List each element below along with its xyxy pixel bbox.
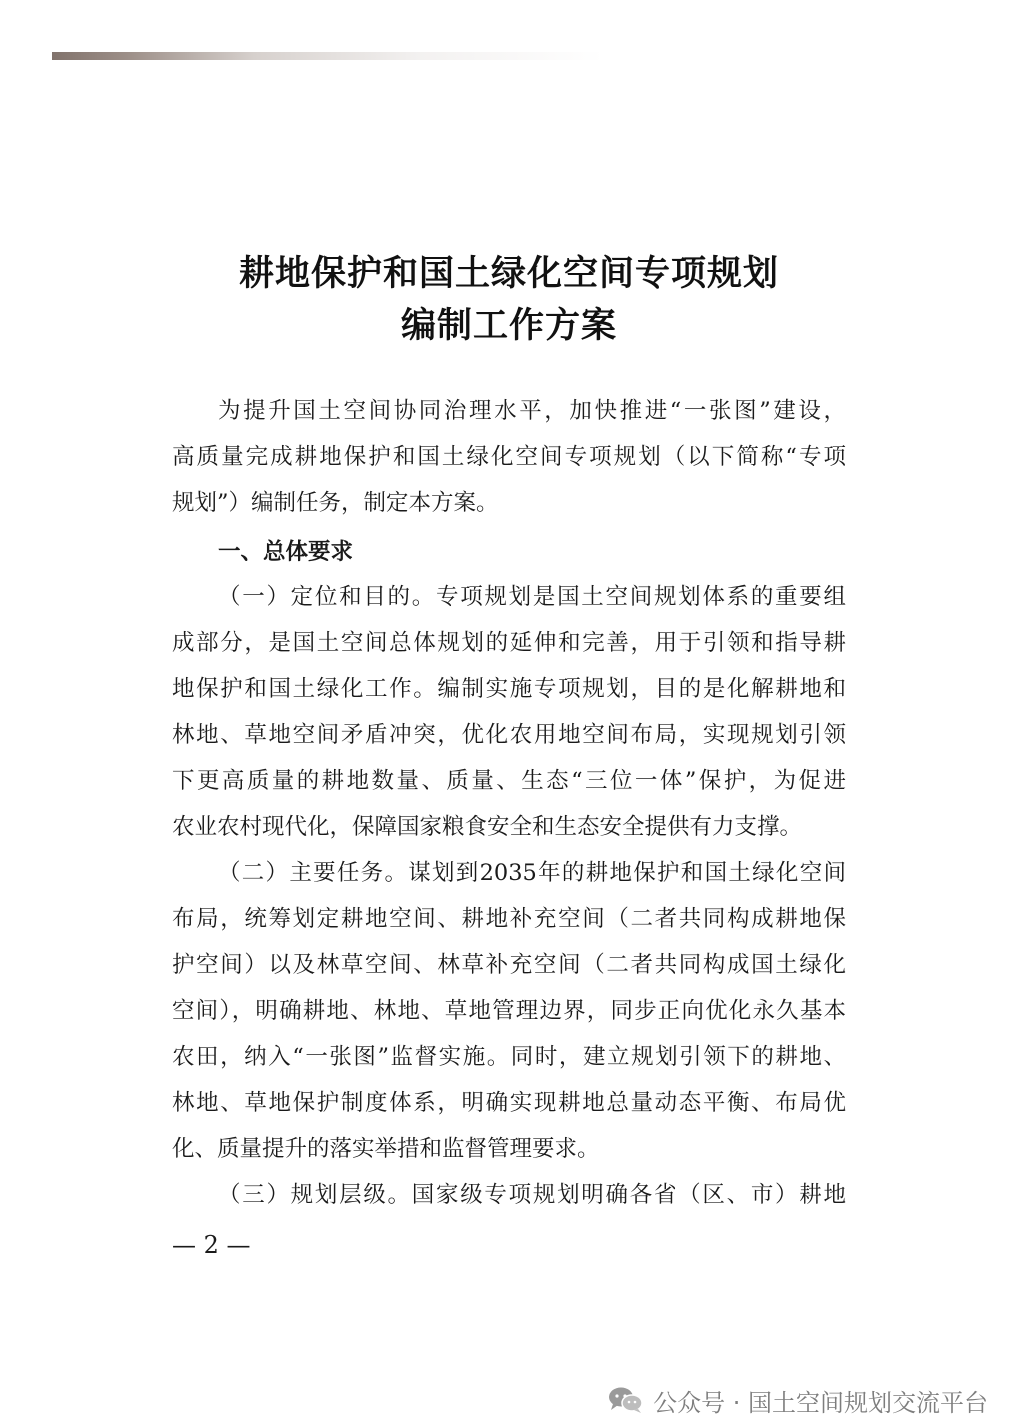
paragraph-1-line-1: （一）定位和目的。专项规划是国土空间规划体系的重要组 <box>218 584 846 610</box>
paragraph-1-line-5: 下更高质量的耕地数量、质量、生态“三位一体”保护，为促进 <box>172 768 846 794</box>
scan-edge-shadow <box>52 52 972 60</box>
paragraph-2-line-4: 空间），明确耕地、林地、草地管理边界，同步正向优化永久基本 <box>172 998 846 1024</box>
paragraph-1-line-4: 林地、草地空间矛盾冲突，优化农用地空间布局，实现规划引领 <box>172 722 846 748</box>
paragraph-2-line-6: 林地、草地保护制度体系，明确实现耕地总量动态平衡、布局优 <box>172 1090 846 1116</box>
paragraph-1-line-3: 地保护和国土绿化工作。编制实施专项规划，目的是化解耕地和 <box>172 676 846 702</box>
intro-line-3: 规划”）编制任务，制定本方案。 <box>172 490 499 516</box>
watermark-text: 公众号 · 国土空间规划交流平台 <box>653 1388 988 1417</box>
paragraph-1-line-2: 成部分，是国土空间总体规划的延伸和完善，用于引领和指导耕 <box>172 630 846 656</box>
wechat-icon <box>607 1385 645 1415</box>
paragraph-2-line-7: 化、质量提升的落实举措和监督管理要求。 <box>172 1136 600 1162</box>
watermark <box>607 1380 988 1420</box>
paragraph-1-line-6: 农业农村现代化，保障国家粮食安全和生态安全提供有力支撑。 <box>172 814 803 840</box>
document-title-line-2: 编制工作方案 <box>400 305 617 346</box>
document-title-line-1: 耕地保护和国土绿化空间专项规划 <box>238 253 779 294</box>
intro-line-2: 高质量完成耕地保护和国土绿化空间专项规划（以下简称“专项 <box>172 444 846 470</box>
paragraph-2-line-1: （二）主要任务。谋划到2035年的耕地保护和国土绿化空间 <box>218 860 846 886</box>
page-number: — 2 — <box>172 1231 251 1259</box>
section-heading-overall-requirements: 一、总体要求 <box>218 539 354 565</box>
paragraph-3-line-1: （三）规划层级。国家级专项规划明确各省（区、市）耕地 <box>218 1182 846 1208</box>
paragraph-2-line-5: 农田，纳入“一张图”监督实施。同时，建立规划引领下的耕地、 <box>172 1044 846 1070</box>
intro-line-1: 为提升国土空间协同治理水平，加快推进“一张图”建设， <box>218 398 846 424</box>
paragraph-2-line-3: 护空间）以及林草空间、林草补充空间（二者共同构成国土绿化 <box>172 952 846 978</box>
paragraph-2-line-2: 布局，统筹划定耕地空间、耕地补充空间（二者共同构成耕地保 <box>172 906 846 932</box>
